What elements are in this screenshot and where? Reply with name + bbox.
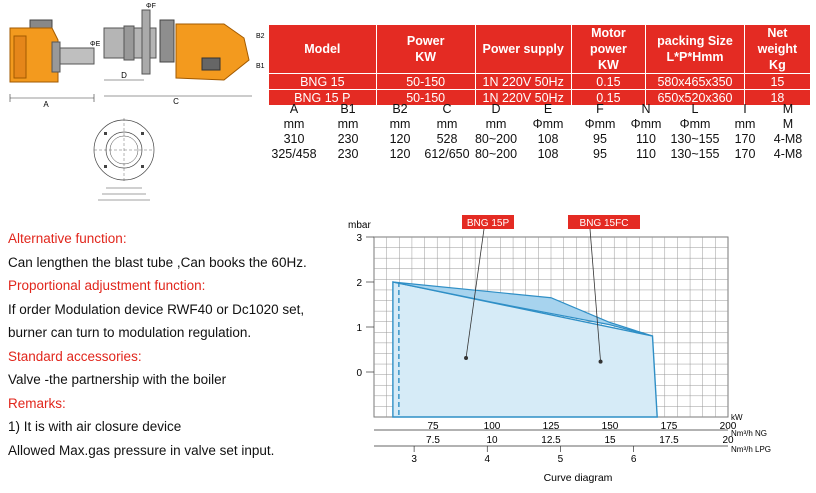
dim-label-b2: B2 [256, 33, 265, 40]
header-net-weight: Net weight Kg [744, 25, 810, 74]
dim-value: 108 [537, 131, 559, 146]
dim-unit: mm [389, 116, 411, 131]
dim-label-c: C [173, 97, 179, 106]
x-tick-label-kw: 150 [601, 421, 619, 432]
dim-value: 108 [537, 146, 559, 161]
x-tick-label-ng: 17.5 [659, 435, 679, 446]
dim-value: 170 [734, 146, 756, 161]
dim-value: 80~200 [474, 131, 518, 146]
x-tick-label-lpg: 5 [557, 454, 564, 465]
spec-row [269, 74, 811, 90]
x-tick-label-kw: 100 [483, 421, 501, 432]
x-tick-label-kw: 175 [660, 421, 678, 432]
dim-unit: Φmm [630, 116, 662, 131]
chart-title: Curve diagram [543, 472, 613, 484]
proportional-adjustment-title: Proportional adjustment function: [8, 278, 206, 293]
dim-value: 120 [389, 146, 411, 161]
dim-unit: mm [283, 116, 305, 131]
dim-col-label: F [596, 101, 604, 116]
dim-value: 230 [337, 146, 359, 161]
alternative-function-text: Can lengthen the blast tube ,Can books the 60Hz. [8, 254, 307, 270]
x-unit-ng: Nm³/h NG [731, 429, 767, 438]
dim-value: 230 [337, 131, 359, 146]
remarks-title: Remarks: [8, 395, 66, 411]
x-unit-lpg: Nm³/h LPG [731, 445, 772, 454]
dim-value: 95 [593, 146, 607, 161]
header-motor-power: Motor power KW [571, 25, 646, 74]
dim-value: 110 [636, 146, 656, 161]
cell-model: BNG 15 P [269, 90, 377, 106]
dim-col-label: C [442, 101, 452, 116]
dim-value: 80~200 [474, 146, 518, 161]
cell-power-supply: 1N 220V 50Hz [475, 74, 571, 90]
dim-value: 130~155 [670, 146, 720, 161]
dim-col-label: B2 [392, 101, 408, 116]
dimension-table [268, 101, 810, 161]
dim-col-label: D [491, 101, 501, 116]
dim-col-label: B1 [340, 101, 356, 116]
cell-packing-size: 650x520x360 [646, 90, 745, 106]
x-tick-label-lpg: 3 [411, 454, 417, 465]
dim-value: 110 [636, 131, 656, 146]
dim-col-label: N [641, 101, 651, 116]
cell-power: 50-150 [376, 74, 475, 90]
alternative-function-title: Alternative function: [8, 231, 127, 246]
x-tick-label-ng: 10 [486, 435, 498, 446]
dim-label-phi-e: ΦE [90, 41, 101, 48]
proportional-adjustment-text-2: burner can turn to modulation regulation. [8, 325, 252, 340]
legend-pointer-dot [599, 360, 603, 364]
dimension-row [268, 131, 810, 146]
dim-col-label: L [691, 101, 699, 116]
dim-unit: mm [734, 116, 756, 131]
dim-unit: Φmm [679, 116, 711, 131]
dim-col-label: M [782, 101, 794, 116]
dim-col-label: A [289, 101, 299, 116]
standard-accessories-text: Valve -the partnership with the boiler [8, 372, 227, 387]
dim-unit: Φmm [532, 116, 564, 131]
top-view-drawing [84, 0, 274, 112]
x-tick-label-kw: 200 [719, 421, 737, 432]
header-power-supply: Power supply [475, 25, 571, 74]
cell-model: BNG 15 [269, 74, 377, 90]
y-tick-label: 0 [356, 368, 362, 379]
dim-unit: mm [337, 116, 359, 131]
standard-accessories-title: Standard accessories: [8, 348, 142, 364]
legend-pointer-dot [464, 356, 468, 360]
header-power: Power KW [376, 25, 475, 74]
cell-net-weight: 15 [744, 74, 810, 90]
dim-value: 4-M8 [773, 146, 803, 161]
cell-motor-power: 0.15 [571, 90, 646, 106]
dim-col-label: E [543, 101, 553, 116]
y-tick-label: 2 [356, 278, 362, 289]
dim-label-b1: B1 [256, 63, 265, 70]
dim-label-phi-f: ΦF [146, 3, 156, 10]
dim-unit: Φmm [584, 116, 616, 131]
dim-value: 95 [593, 131, 607, 146]
y-tick-label: 3 [356, 233, 362, 244]
dim-value: 325/458 [271, 146, 317, 161]
dimension-labels-row [268, 101, 810, 116]
x-tick-label-ng: 15 [604, 435, 616, 446]
header-packing-size: packing Size L*P*Hmm [646, 25, 745, 74]
dim-label-a: A [43, 100, 49, 109]
remarks-text-1: 1) It is with air closure device [8, 419, 182, 434]
remarks-text-2: Allowed Max.gas pressure in valve set input. [8, 442, 275, 458]
dim-col-label: I [743, 101, 747, 116]
cell-power: 50-150 [376, 90, 475, 106]
dim-value: 130~155 [670, 131, 720, 146]
y-tick-label: 1 [356, 323, 362, 334]
proportional-adjustment-text-1: If order Modulation device RWF40 or Dc1020 set, [8, 301, 305, 317]
x-tick-label-kw: 125 [542, 421, 560, 432]
dim-unit: mm [436, 116, 458, 131]
dim-value: 120 [389, 131, 411, 146]
x-tick-label-kw: 75 [427, 421, 439, 432]
cell-power-supply: 1N 220V 50Hz [475, 90, 571, 106]
y-axis-label: mbar [348, 220, 371, 231]
dim-value: 170 [734, 131, 756, 146]
working-curve-chart [340, 205, 816, 493]
x-tick-label-ng: 7.5 [426, 435, 440, 446]
spec-table-header [269, 25, 811, 74]
dimension-units-row [268, 116, 810, 131]
x-unit-kw: kW [731, 413, 743, 422]
legend-label: BNG 15FC [579, 218, 629, 229]
notes-section [8, 227, 338, 462]
x-tick-label-ng: 12.5 [541, 435, 561, 446]
spec-table [268, 24, 811, 106]
dim-value: 4-M8 [773, 131, 803, 146]
dimension-row [268, 146, 810, 161]
x-tick-label-lpg: 6 [630, 454, 637, 465]
cell-packing-size: 580x465x350 [646, 74, 745, 90]
x-tick-label-lpg: 4 [484, 454, 491, 465]
dim-value: 528 [436, 131, 458, 146]
cell-net-weight: 18 [744, 90, 810, 106]
flange-drawing [84, 112, 174, 204]
dim-unit: mm [485, 116, 507, 131]
dim-unit: M [782, 116, 794, 131]
x-tick-label-ng: 20 [722, 435, 734, 446]
dim-value: 612/650 [424, 146, 470, 161]
header-model: Model [269, 25, 377, 74]
dim-value: 310 [283, 131, 305, 146]
legend-label: BNG 15P [466, 218, 510, 229]
cell-motor-power: 0.15 [571, 74, 646, 90]
dim-label-d: D [121, 71, 127, 80]
